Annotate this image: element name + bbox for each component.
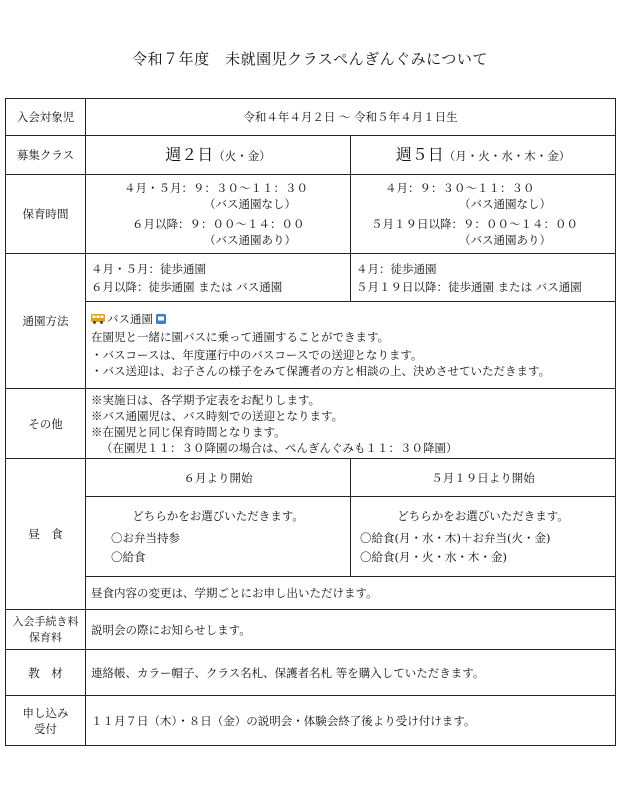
hours-left bbox=[86, 175, 351, 254]
hours-left-line: ６月以降：９：００～１４：００ bbox=[132, 217, 305, 231]
lunch-options-row bbox=[6, 497, 616, 577]
other-label: その他 bbox=[6, 389, 86, 459]
other-row bbox=[6, 389, 616, 459]
hours-right-line: ５月１９日以降：９：００～１４：００ bbox=[371, 217, 578, 231]
hours-row bbox=[6, 175, 616, 254]
recruit-twice-days: （火・金） bbox=[213, 148, 271, 163]
lunch-right-option: 〇給食(月・水・木)＋お弁当(火・金) bbox=[360, 531, 551, 545]
recruit-twice bbox=[86, 136, 351, 175]
fee-value: 説明会の際にお知らせします。 bbox=[86, 610, 616, 650]
lunch-right bbox=[351, 497, 616, 577]
commute-right bbox=[351, 254, 616, 302]
lunch-left bbox=[86, 497, 351, 577]
hours-right-line: （バス通園あり） bbox=[459, 233, 551, 247]
materials-row bbox=[6, 650, 616, 696]
apply-value: １１月７日（木）・８日（金）の説明会・体験会終了後より受け付けます。 bbox=[86, 696, 616, 746]
lunch-right-intro: どちらかをお選びいただきます。 bbox=[397, 509, 569, 523]
commute-right-line: ５月１９日以降：徒歩通園 または バス通園 bbox=[356, 279, 582, 294]
commute-left-line: ４月・５月：徒歩通園 bbox=[91, 261, 206, 276]
eligible-label: 入会対象児 bbox=[6, 99, 86, 136]
recruit-five bbox=[351, 136, 616, 175]
other-content bbox=[86, 389, 616, 459]
commute-left bbox=[86, 254, 351, 302]
lunch-left-head: ６月より開始 bbox=[86, 459, 351, 497]
recruit-five-main: 週５日 bbox=[395, 144, 444, 164]
other-line: ※バス通園児は、バス時刻での送迎となります。 bbox=[91, 408, 344, 423]
eligible-row bbox=[6, 99, 616, 136]
other-line: （在園児１１：３０降園の場合は、ぺんぎんぐみも１１：３０降園） bbox=[101, 440, 458, 455]
recruit-label: 募集クラス bbox=[6, 136, 86, 175]
lunch-note-row bbox=[6, 577, 616, 610]
hours-left-line: （バス通園あり） bbox=[204, 233, 296, 247]
apply-label bbox=[6, 696, 86, 746]
bus-line: ・バスコースは、年度運行中のバスコースでの送迎となります。 bbox=[91, 348, 423, 362]
commute-row-top bbox=[6, 254, 616, 302]
lunch-left-option: 〇給食 bbox=[111, 550, 146, 564]
bus-icon bbox=[91, 314, 105, 324]
info-table bbox=[5, 98, 616, 746]
hours-right-line: （バス通園なし） bbox=[459, 197, 551, 211]
lunch-left-intro: どちらかをお選びいただきます。 bbox=[132, 509, 304, 523]
apply-label-line2: 受付 bbox=[34, 721, 57, 736]
recruit-row bbox=[6, 136, 616, 175]
lunch-right-head: ５月１９日より開始 bbox=[351, 459, 616, 497]
page-title: 令和７年度 未就園児クラスぺんぎんぐみについて bbox=[132, 50, 488, 68]
other-line: ※在園児と同じ保育時間となります。 bbox=[91, 424, 286, 439]
bus-line: 在園児と一緒に園バスに乗って通園することができます。 bbox=[91, 330, 390, 344]
hours-left-line: ４月・５月：９：３０～１１：３０ bbox=[124, 181, 308, 195]
bus-heading-line bbox=[91, 311, 610, 327]
commute-row-bus bbox=[6, 302, 616, 389]
fee-row bbox=[6, 610, 616, 650]
lunch-note: 昼食内容の変更は、学期ごとにお申し出いただけます。 bbox=[86, 577, 616, 610]
lunch-right-option: 〇給食(月・火・水・木・金) bbox=[360, 550, 507, 564]
lunch-left-option: 〇お弁当持参 bbox=[111, 531, 180, 545]
hours-label: 保育時間 bbox=[6, 175, 86, 254]
fee-label-line2: 保育料 bbox=[29, 630, 62, 644]
apply-label-line1: 申し込み bbox=[22, 705, 69, 720]
bus-heading: バス通園 bbox=[107, 312, 153, 326]
commute-right-line: ４月：徒歩通園 bbox=[356, 261, 437, 276]
materials-label: 教 材 bbox=[6, 650, 86, 696]
hours-right bbox=[351, 175, 616, 254]
commute-left-line: ６月以降：徒歩通園 または バス通園 bbox=[91, 279, 283, 294]
apply-row bbox=[6, 696, 616, 746]
recruit-five-days: （月・火・水・木・金） bbox=[443, 148, 571, 163]
recruit-twice-main: 週２日 bbox=[165, 144, 214, 164]
hours-right-line: ４月：９：３０～１１：３０ bbox=[385, 181, 535, 195]
fee-label-line1: 入会手続き料 bbox=[12, 614, 79, 628]
bus-stop-icon bbox=[156, 314, 166, 324]
bus-info bbox=[86, 302, 616, 389]
fee-label bbox=[6, 610, 86, 650]
lunch-head-row bbox=[6, 459, 616, 497]
hours-left-line: （バス通園なし） bbox=[204, 197, 296, 211]
commute-label: 通園方法 bbox=[6, 254, 86, 389]
bus-line: ・バス送迎は、お子さんの様子をみて保護者の方と相談の上、決めさせていただきます。 bbox=[91, 364, 551, 378]
materials-value: 連絡帳、カラー帽子、クラス名札、保護者名札 等を購入していただきます。 bbox=[86, 650, 616, 696]
other-line: ※実施日は、各学期予定表をお配りします。 bbox=[91, 392, 321, 407]
eligible-value: 令和４年４月２日 ～ 令和５年４月１日生 bbox=[86, 99, 616, 136]
lunch-label: 昼 食 bbox=[6, 459, 86, 610]
